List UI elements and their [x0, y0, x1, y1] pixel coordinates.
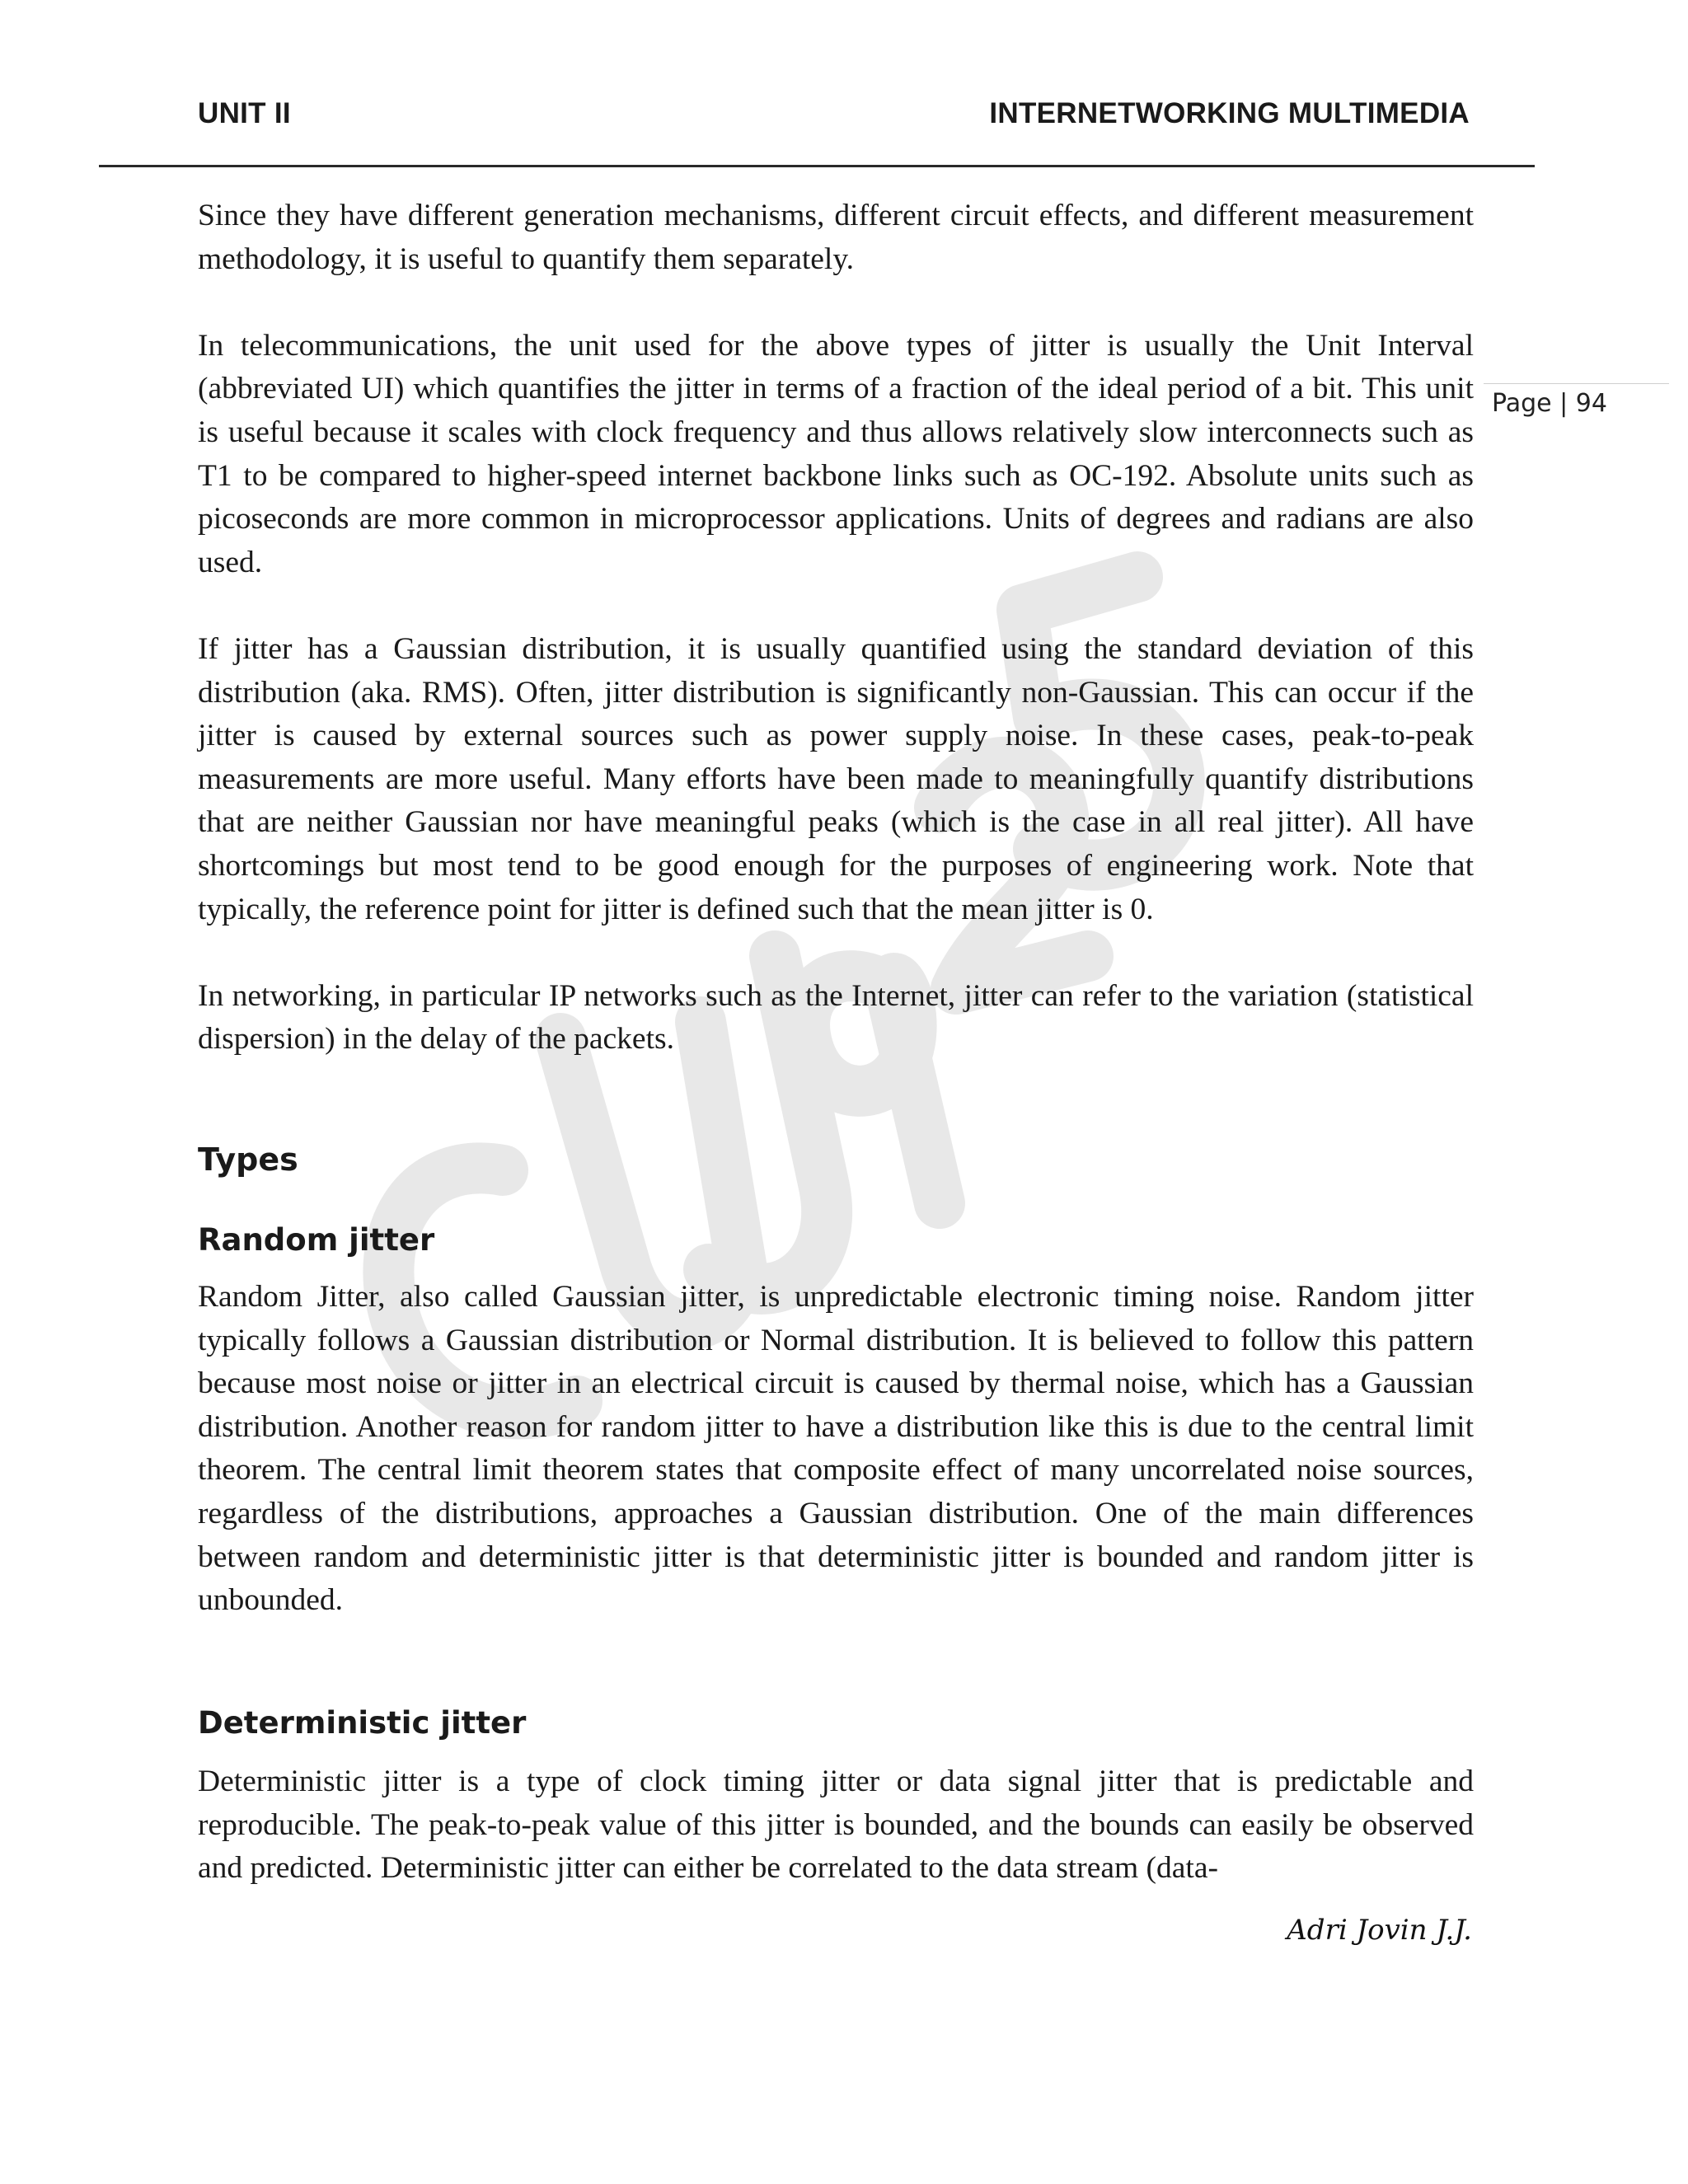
paragraph-deterministic-jitter: Deterministic jitter is a type of clock timing jitter or data signal jitter that is predictable and reproducible. The peak-to-peak value of this jitter is bounded, and the bounds can easily be observed and predicted. Deterministic jitter can either be correlated to the data stream (data-: [198, 1765, 1474, 1886]
unit-label: UNIT II: [198, 97, 291, 129]
paragraph: In telecommunications, the unit used for the above types of jitter is usually the Unit Interval (abbreviated UI) which quantifies the jitter in terms of a fraction of the ideal period of a bit. This unit is useful because it scales with clock frequency and thus allows relatively slow interconnects such as T1 to be compared to higher-speed internet backbone links such as OC-192. Absolute units such as picoseconds are more common in microprocessor applications. Units of degrees and radians are also used.: [198, 328, 1474, 579]
header-divider: [99, 165, 1535, 167]
page-number-divider: [1484, 383, 1669, 384]
paragraph: Since they have different generation mechanisms, different circuit effects, and different measurement methodology, it is useful to quantify them separately.: [198, 199, 1474, 276]
paragraph-random-jitter: Random Jitter, also called Gaussian jitter, is unpredictable electronic timing noise. Random jitter typically follows a Gaussian distribution or Normal distribution. It is believed to follow this pattern because most noise or jitter in an electrical circuit is caused by thermal noise, which has a Gaussian distribution. Another reason for random jitter to have a distribution like this is due to the central limit theorem. The central limit theorem states that composite effect of many uncorrelated noise sources, regardless of the distributions, approaches a Gaussian distribution. One of the main differences between random and deterministic jitter is that deterministic jitter is bounded and random jitter is unbounded.: [198, 1280, 1474, 1618]
paragraph: If jitter has a Gaussian distribution, it is usually quantified using the standard deviation of this distribution (aka. RMS). Often, jitter distribution is significantly non-Gaussian. This can occur if the jitter is caused by external sources such as power supply noise. In these cases, peak-to-peak measurements are more useful. Many efforts have been made to meaningfully quantify distributions that are neither Gaussian nor have meaningful peaks (which is the case in all real jitter). All have shortcomings but most tend to be good enough for the purposes of engineering work. Note that typically, the reference point for jitter is defined such that the mean jitter is 0.: [198, 631, 1474, 926]
subheading-deterministic-jitter: Deterministic jitter: [198, 1705, 527, 1741]
subheading-random-jitter: Random jitter: [198, 1222, 435, 1258]
header-title: INTERNETWORKING MULTIMEDIA: [989, 97, 1470, 129]
paragraph: In networking, in particular IP networks such as the Internet, jitter can refer to the variation (statistical dispersion) in the delay of the packets.: [198, 978, 1474, 1057]
author-signature: Adri Jovin J.J.: [1287, 1914, 1472, 1947]
page-number: Page | 94: [1492, 389, 1607, 418]
section-heading-types: Types: [198, 1141, 298, 1178]
body-text: [198, 194, 1474, 1062]
